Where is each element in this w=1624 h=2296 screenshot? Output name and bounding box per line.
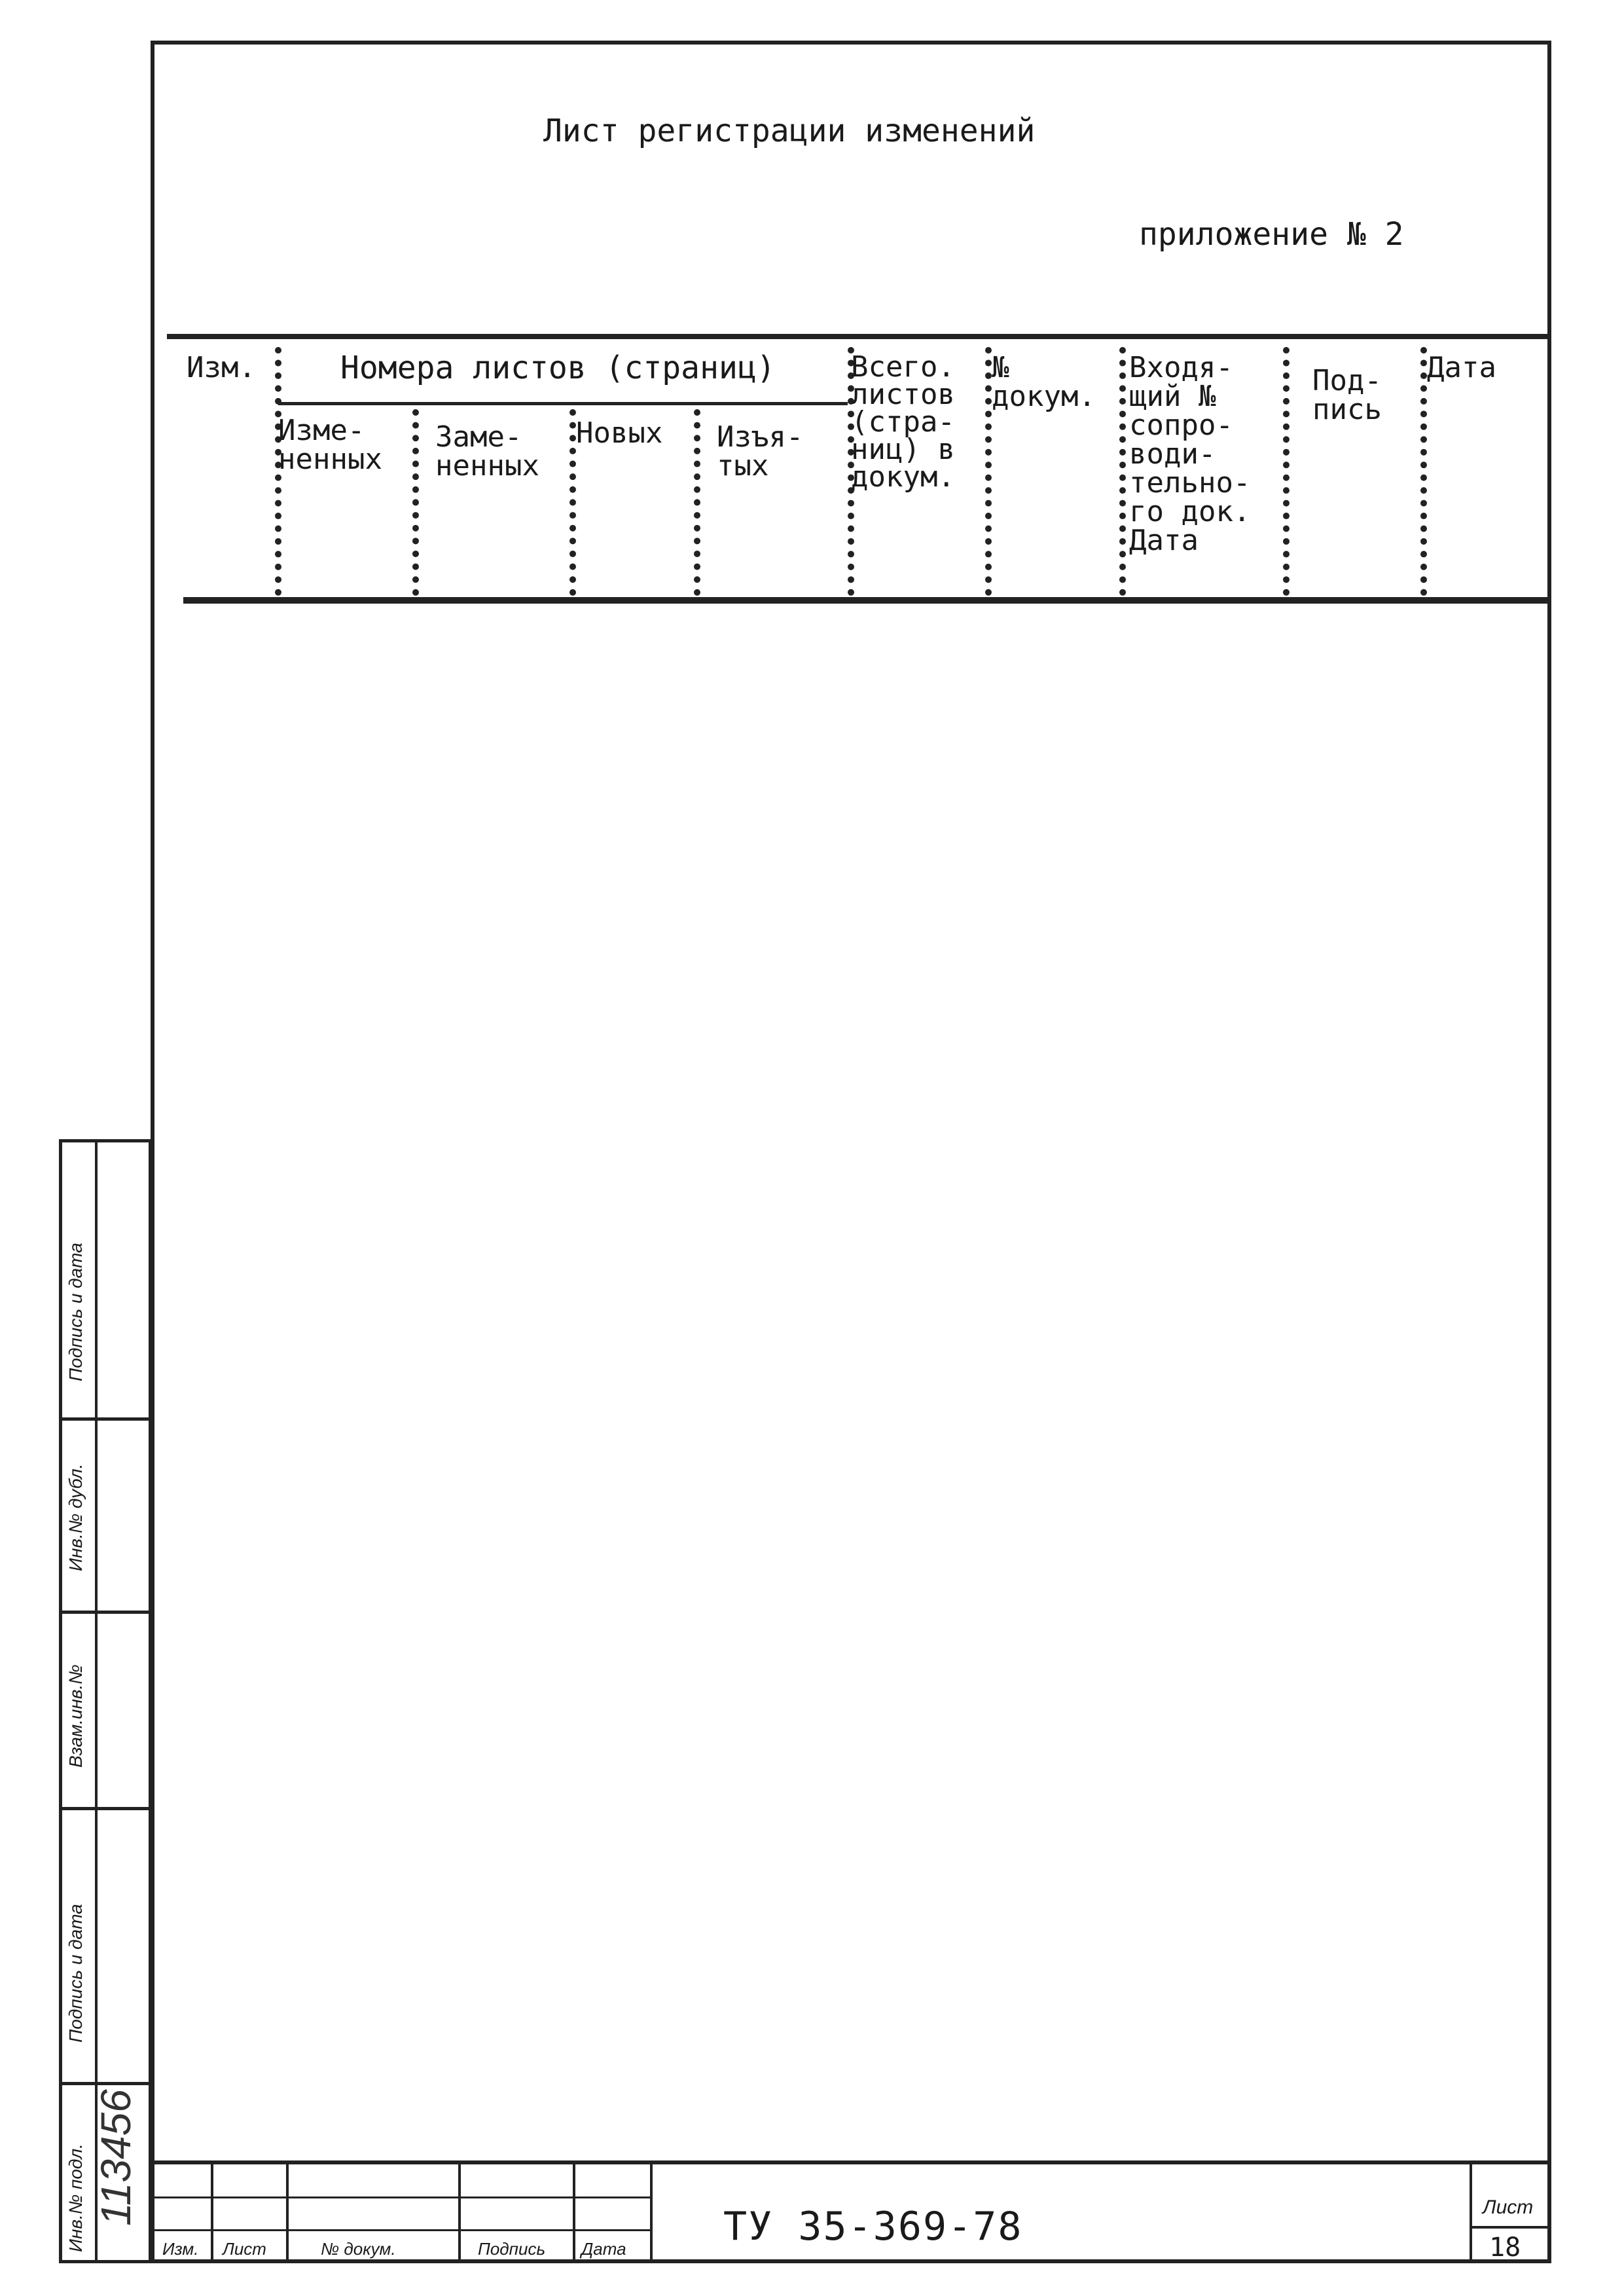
header-doc-number: № докум. — [992, 351, 1096, 413]
stamp-col-line — [286, 2160, 289, 2263]
header-incoming-doc: Входя- щий № сопро- води- тельно- го док. Дата — [1129, 351, 1251, 557]
header-sheet-numbers: Номера листов (страниц) — [340, 350, 776, 386]
stamp-row-line — [154, 2196, 652, 2198]
header-replaced: Заме- ненных — [435, 420, 539, 483]
stamp-sheet-label: Лист — [1483, 2196, 1534, 2218]
stamp-col-line — [1470, 2160, 1472, 2263]
stamp-label-list: Лист — [223, 2239, 266, 2259]
column-separator — [694, 409, 700, 596]
side-label-inv-podl: Инв.№ подл. — [65, 2143, 86, 2252]
column-separator — [985, 347, 992, 596]
side-label-signature-date: Подпись и дата — [65, 1243, 86, 1381]
header-date: Дата — [1427, 351, 1496, 384]
side-strip-divider — [59, 1611, 152, 1614]
document-code: ТУ 35-369-78 — [723, 2204, 1023, 2250]
stamp-col-line — [211, 2160, 213, 2263]
side-strip-divider — [59, 2082, 152, 2085]
table-header-bottom-border — [183, 597, 1548, 604]
stamp-label-podpis: Подпись — [478, 2239, 546, 2259]
column-separator — [1420, 347, 1427, 596]
side-strip-divider — [59, 1807, 152, 1810]
side-label-inv-dubl: Инв.№ дубл. — [65, 1463, 86, 1571]
stamp-row-line — [1470, 2226, 1548, 2229]
table-top-border — [167, 334, 1548, 339]
stamp-label-izm: Изм. — [162, 2239, 199, 2259]
stamp-label-data: Дата — [581, 2239, 626, 2259]
header-izm: Изм. — [187, 351, 256, 384]
stamp-top-border — [154, 2160, 1549, 2164]
header-signature: Под- пись — [1312, 364, 1382, 426]
stamp-row-line — [154, 2229, 652, 2231]
header-changed: Изме- ненных — [278, 414, 382, 476]
inv-podl-value: 113456 — [92, 2089, 139, 2226]
stamp-col-line — [573, 2160, 575, 2263]
side-strip-divider — [59, 1417, 152, 1421]
header-new: Новых — [576, 416, 663, 450]
appendix-number: приложение № 2 — [1139, 216, 1404, 253]
subheader-border — [278, 402, 848, 405]
header-total-sheets: Всего. листов (стра- ниц) в докум. — [851, 350, 955, 494]
stamp-col-line — [650, 2160, 653, 2263]
side-label-vzam-inv: Взам.инв.№ — [65, 1664, 86, 1768]
column-separator — [412, 409, 419, 596]
header-removed: Изъя- тых — [717, 420, 804, 483]
column-separator — [1119, 347, 1126, 596]
column-separator — [1283, 347, 1290, 596]
side-label-signature-date-2: Подпись и дата — [65, 1904, 86, 2043]
page-title: Лист регистрации изменений — [543, 113, 1036, 149]
sheet-number: 18 — [1489, 2232, 1521, 2263]
column-separator — [569, 409, 576, 596]
stamp-label-doc-no: № докум. — [321, 2239, 396, 2259]
stamp-col-line — [458, 2160, 461, 2263]
